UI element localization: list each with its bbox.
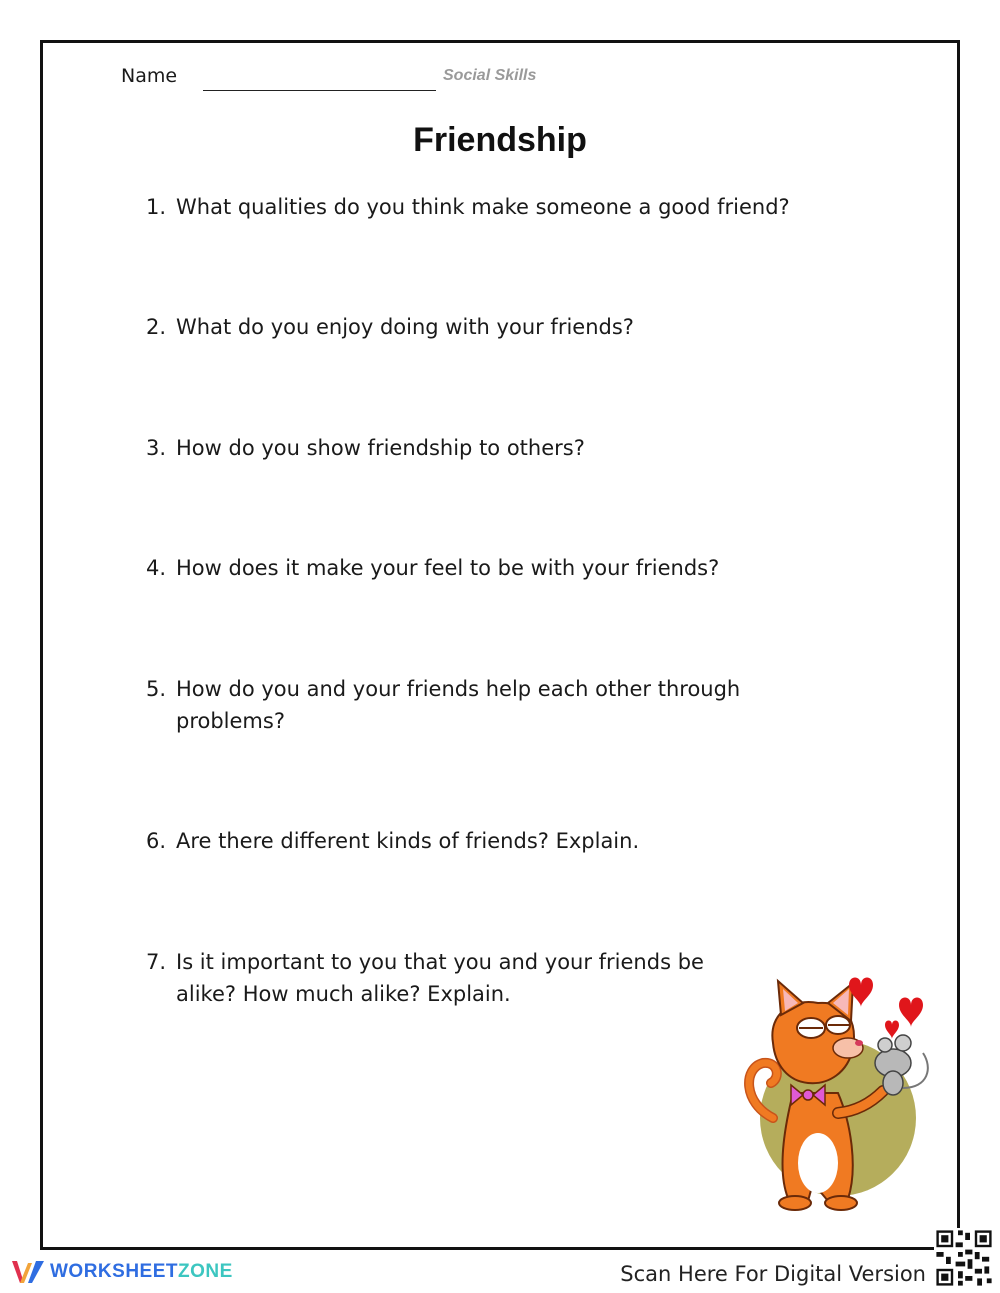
heart-icon xyxy=(899,998,923,1028)
cat-kissing-mouse-illustration xyxy=(733,973,943,1213)
question-item xyxy=(146,191,846,223)
question-item xyxy=(146,825,846,857)
brand-name xyxy=(50,1261,233,1283)
question-number: 1. xyxy=(146,195,167,219)
heart-icon xyxy=(885,1021,899,1040)
question-text: What qualities do you think make someone a good friend? xyxy=(176,195,790,219)
question-text: How do you and your friends help each other through problems? xyxy=(176,677,741,733)
brand-name-part2: ZONE xyxy=(178,1261,233,1282)
cat-belly xyxy=(798,1133,838,1193)
question-number: 6. xyxy=(146,829,167,853)
question-text: Are there different kinds of friends? Explain. xyxy=(176,829,640,853)
brand-name-part1: WORKSHEET xyxy=(50,1261,178,1282)
worksheet-frame xyxy=(40,40,960,1250)
question-text: What do you enjoy doing with your friends? xyxy=(176,315,634,339)
worksheetzone-logo-icon xyxy=(10,1257,46,1287)
question-text: How does it make your feel to be with your friends? xyxy=(176,556,720,580)
question-text: How do you show friendship to others? xyxy=(176,436,585,460)
worksheetzone-logo[interactable] xyxy=(10,1257,233,1287)
question-text: Is it important to you that you and your friends be alike? How much alike? Explain. xyxy=(176,950,704,1006)
scan-instructions: Scan Here For Digital Version xyxy=(620,1262,926,1286)
name-label: Name xyxy=(121,65,178,87)
question-number: 4. xyxy=(146,556,167,580)
question-number: 2. xyxy=(146,315,167,339)
name-input-line[interactable] xyxy=(203,90,436,91)
qr-code-icon[interactable] xyxy=(934,1228,994,1288)
question-number: 3. xyxy=(146,436,167,460)
question-item xyxy=(146,552,846,584)
question-number: 5. xyxy=(146,677,167,701)
question-number: 7. xyxy=(146,950,167,974)
question-item xyxy=(146,946,706,1010)
question-item xyxy=(146,673,786,737)
worksheet-title: Friendship xyxy=(413,121,587,159)
subject-label: Social Skills xyxy=(443,67,537,84)
question-item xyxy=(146,311,846,343)
question-item xyxy=(146,432,846,464)
